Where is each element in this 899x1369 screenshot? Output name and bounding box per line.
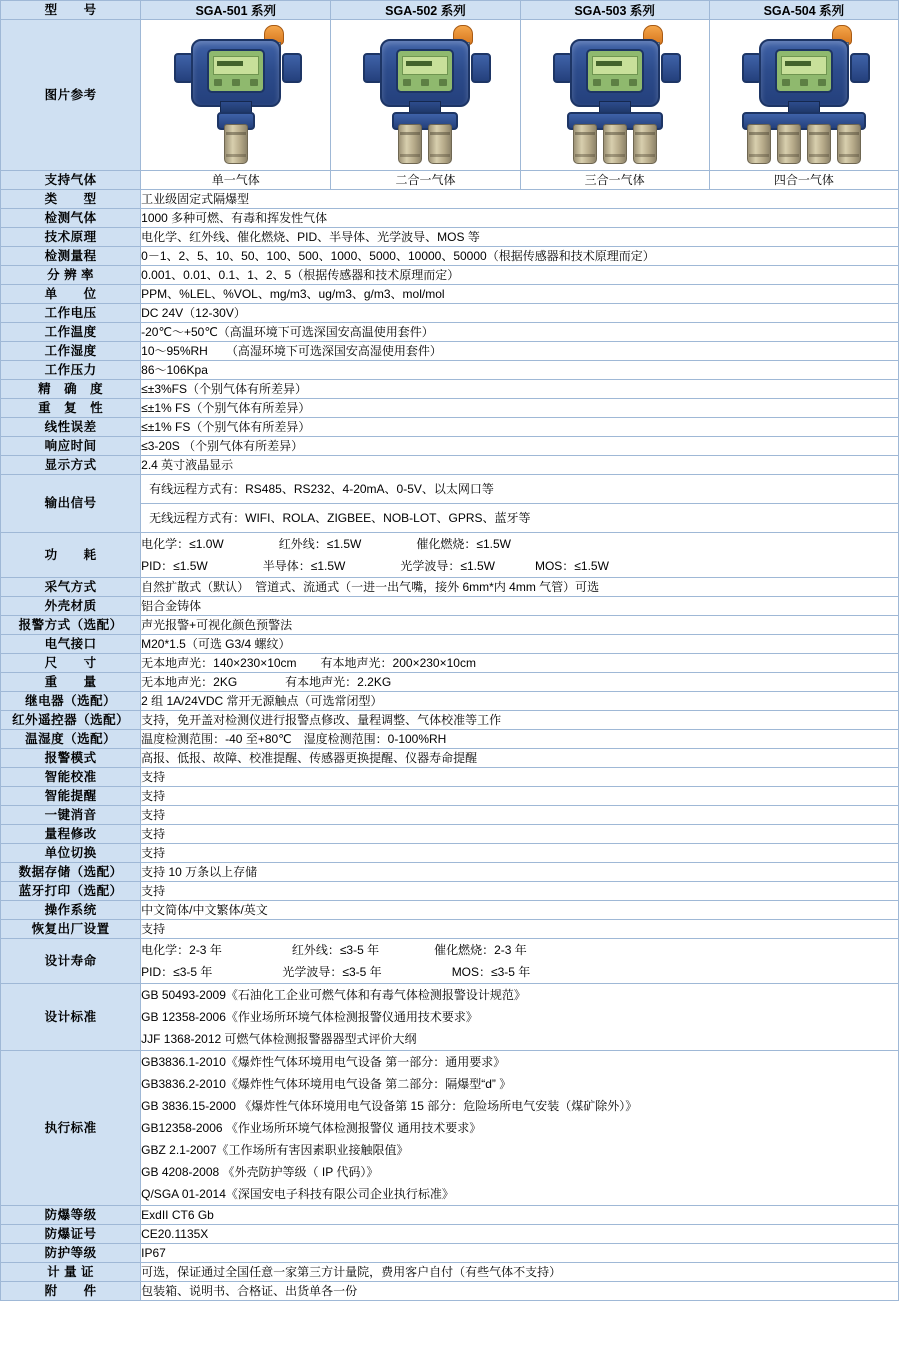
row-label-sampling: 采气方式 <box>1 578 141 597</box>
row-label-resolution: 分 辨 率 <box>1 266 141 285</box>
gas-detector-icon <box>335 23 515 165</box>
row-label-temperature: 工作温度 <box>1 323 141 342</box>
design-standard-item: GB 50493-2009《石油化工企业可燃气体和有毒气体检测报警设计规范》 <box>141 988 526 1002</box>
execution-standard-item: Q/SGA 01-2014《深国安电子科技有限公司企业执行标准》 <box>141 1187 454 1201</box>
gas-detector-icon <box>146 23 326 165</box>
row-label-response-time: 响应时间 <box>1 437 141 456</box>
model-header-3: SGA-503 系列 <box>520 1 709 20</box>
row-value-one-key-mute: 支持 <box>141 806 899 825</box>
row-label-power: 功 耗 <box>1 533 141 578</box>
supported-gas-4: 四合一气体 <box>709 171 898 190</box>
row-value-response-time: ≤3-20S （个别气体有所差异） <box>141 437 899 456</box>
detector-keypad <box>403 79 447 87</box>
power-mos: MOS：≤1.5W <box>534 559 609 573</box>
life-catalytic: 催化燃烧：2-3 年 <box>434 943 527 957</box>
execution-standard-item: GB 3836.15-2000 《爆炸性气体环境用电气设备第 15 部分：危险场所电气安装（煤矿除外）》 <box>141 1099 638 1113</box>
row-label-dimensions: 尺 寸 <box>1 654 141 673</box>
model-header-2: SGA-502 系列 <box>331 1 520 20</box>
detector-face <box>396 49 454 93</box>
row-value-voltage: DC 24V（12-30V） <box>141 304 899 323</box>
row-label-metrology-cert: 计 量 证 <box>1 1263 141 1282</box>
mount-ear-right <box>282 53 302 83</box>
table-row <box>1 673 899 692</box>
table-row <box>1 920 899 939</box>
row-label-weight: 重 量 <box>1 673 141 692</box>
table-row <box>1 882 899 901</box>
detector-face <box>775 49 833 93</box>
row-value-repeatability: ≤±1% FS（个别气体有所差异） <box>141 399 899 418</box>
row-label-factory-reset: 恢复出厂设置 <box>1 920 141 939</box>
execution-standard-item: GB3836.2-2010《爆炸性气体环境用电气设备 第二部分：隔爆型“d” 》 <box>141 1077 512 1091</box>
sensor-probes <box>573 124 657 164</box>
row-value-execution-standards <box>141 1051 899 1206</box>
row-label-range: 检测量程 <box>1 247 141 266</box>
table-row <box>1 456 899 475</box>
row-value-alarm-method: 声光报警+可视化颜色预警法 <box>141 616 899 635</box>
row-label-linearity: 线性误差 <box>1 418 141 437</box>
row-value-humidity: 10～95%RH （高湿环境下可选深国安高湿使用套件） <box>141 342 899 361</box>
table-row <box>1 1244 899 1263</box>
design-standard-item: JJF 1368-2012 可燃气体检测报警器器型式评价大纲 <box>141 1032 417 1046</box>
design-standard-item: GB 12358-2006《作业场所环境气体检测报警仪通用技术要求》 <box>141 1010 478 1024</box>
table-row <box>1 578 899 597</box>
row-label-temp-humidity-option: 温湿度（选配） <box>1 730 141 749</box>
row-value-smart-reminder: 支持 <box>141 787 899 806</box>
row-label-relay: 继电器（选配） <box>1 692 141 711</box>
table-row <box>1 1225 899 1244</box>
row-value-sampling: 自然扩散式（默认） 管道式、流通式（一进一出气嘴，接外 6mm*内 4mm 气管）可选 <box>141 578 899 597</box>
detector-screen <box>592 56 638 75</box>
table-row <box>1 863 899 882</box>
row-value-range: 0－1、2、5、10、50、100、500、1000、5000、10000、50000（根据传感器和技术原理而定） <box>141 247 899 266</box>
table-row <box>1 475 899 533</box>
row-label-technology: 技术原理 <box>1 228 141 247</box>
execution-standard-item: GB12358-2006 《作业场所环境气体检测报警仪 通用技术要求》 <box>141 1121 482 1135</box>
table-row <box>1 171 899 190</box>
life-mos: MOS：≤3-5 年 <box>451 965 531 979</box>
table-row <box>1 711 899 730</box>
row-label-data-storage: 数据存储（选配） <box>1 863 141 882</box>
table-row <box>1 399 899 418</box>
row-label-output-signal: 输出信号 <box>1 475 141 533</box>
life-optical-waveguide: 光学波导：≤3-5 年 <box>282 965 382 979</box>
table-row <box>1 692 899 711</box>
table-row <box>1 1282 899 1301</box>
table-row-model <box>1 1 899 20</box>
table-row <box>1 342 899 361</box>
table-row <box>1 418 899 437</box>
table-row <box>1 730 899 749</box>
detector-keypad <box>782 79 826 87</box>
table-row <box>1 1263 899 1282</box>
detector-body <box>380 39 470 107</box>
row-value-smart-calibration: 支持 <box>141 768 899 787</box>
table-row <box>1 285 899 304</box>
table-row <box>1 266 899 285</box>
row-value-housing: 铝合金铸体 <box>141 597 899 616</box>
row-value-alarm-modes: 高报、低报、故障、校准提醒、传感器更换提醒、仪器寿命提醒 <box>141 749 899 768</box>
row-value-accessories: 包装箱、说明书、合格证、出货单各一份 <box>141 1282 899 1301</box>
execution-standard-item: GB3836.1-2010《爆炸性气体环境用电气设备 第一部分：通用要求》 <box>141 1055 506 1069</box>
life-electrochemical: 电化学：2-3 年 <box>141 943 222 957</box>
execution-standard-item: GBZ 2.1-2007《工作场所有害因素职业接触限值》 <box>141 1143 409 1157</box>
table-row <box>1 533 899 578</box>
row-label-unit: 单 位 <box>1 285 141 304</box>
row-label-electrical-interface: 电气接口 <box>1 635 141 654</box>
table-row <box>1 209 899 228</box>
row-label-range-modify: 量程修改 <box>1 825 141 844</box>
row-value-dimensions: 无本地声光：140×230×10cm 有本地声光：200×230×10cm <box>141 654 899 673</box>
table-row <box>1 1051 899 1206</box>
mount-ear-right <box>471 53 491 83</box>
row-value-linearity: ≤±1% FS（个别气体有所差异） <box>141 418 899 437</box>
row-value-accuracy: ≤±3%FS（个别气体有所差异） <box>141 380 899 399</box>
row-value-output-signal <box>141 475 899 533</box>
power-catalytic: 催化燃烧：≤1.5W <box>416 537 511 551</box>
row-value-power <box>141 533 899 578</box>
gas-detector-icon <box>525 23 705 165</box>
table-row <box>1 825 899 844</box>
table-row <box>1 228 899 247</box>
row-value-relay: 2 组 1A/24VDC 常开无源触点（可选常闭型） <box>141 692 899 711</box>
product-image-2 <box>331 20 520 171</box>
row-label-supported-gas: 支持气体 <box>1 171 141 190</box>
table-row <box>1 190 899 209</box>
detector-face <box>586 49 644 93</box>
row-label-alarm-method: 报警方式（选配） <box>1 616 141 635</box>
row-value-electrical-interface: M20*1.5（可选 G3/4 螺纹） <box>141 635 899 654</box>
row-label-unit-switch: 单位切换 <box>1 844 141 863</box>
detector-keypad <box>214 79 258 87</box>
row-value-temperature: -20℃～+50℃（高温环境下可选深国安高温使用套件） <box>141 323 899 342</box>
row-label-pressure: 工作压力 <box>1 361 141 380</box>
detector-screen <box>213 56 259 75</box>
output-signal-wireless: 无线远程方式有：WIFI、ROLA、ZIGBEE、NOB-LOT、GPRS、蓝牙等 <box>141 503 898 532</box>
row-label-voltage: 工作电压 <box>1 304 141 323</box>
row-label-display: 显示方式 <box>1 456 141 475</box>
row-value-type: 工业级固定式隔爆型 <box>141 190 899 209</box>
row-value-ip-rating: IP67 <box>141 1244 899 1263</box>
row-label-smart-reminder: 智能提醒 <box>1 787 141 806</box>
table-row <box>1 304 899 323</box>
table-row <box>1 1206 899 1225</box>
supported-gas-1: 单一气体 <box>141 171 331 190</box>
table-row <box>1 437 899 456</box>
row-value-temp-humidity-option: 温度检测范围：-40 至+80℃ 湿度检测范围：0-100%RH <box>141 730 899 749</box>
row-value-technology: 电化学、红外线、催化燃烧、PID、半导体、光学波导、MOS 等 <box>141 228 899 247</box>
row-value-unit: PPM、%LEL、%VOL、mg/m3、ug/m3、g/m3、mol/mol <box>141 285 899 304</box>
sensor-probes <box>224 124 248 164</box>
row-label-model: 型 号 <box>1 1 141 20</box>
table-row <box>1 939 899 984</box>
row-label-bluetooth-print: 蓝牙打印（选配） <box>1 882 141 901</box>
row-label-one-key-mute: 一键消音 <box>1 806 141 825</box>
row-label-alarm-modes: 报警模式 <box>1 749 141 768</box>
mount-ear-right <box>850 53 870 83</box>
row-value-design-standards <box>141 984 899 1051</box>
table-row-images <box>1 20 899 171</box>
supported-gas-2: 二合一气体 <box>331 171 520 190</box>
table-row <box>1 616 899 635</box>
row-value-design-life <box>141 939 899 984</box>
table-row <box>1 768 899 787</box>
detector-body <box>191 39 281 107</box>
product-image-4 <box>709 20 898 171</box>
detector-body <box>759 39 849 107</box>
table-row <box>1 806 899 825</box>
power-optical-waveguide: 光学波导：≤1.5W <box>400 559 495 573</box>
row-label-housing: 外壳材质 <box>1 597 141 616</box>
row-value-display: 2.4 英寸液晶显示 <box>141 456 899 475</box>
row-value-detected-gas: 1000 多种可燃、有毒和挥发性气体 <box>141 209 899 228</box>
power-semiconductor: 半导体：≤1.5W <box>262 559 346 573</box>
row-value-unit-switch: 支持 <box>141 844 899 863</box>
row-value-os: 中文简体/中文繁体/英文 <box>141 901 899 920</box>
table-row <box>1 749 899 768</box>
table-row <box>1 984 899 1051</box>
row-label-ir-remote: 红外遥控器（选配） <box>1 711 141 730</box>
detector-face <box>207 49 265 93</box>
sensor-probes <box>747 124 861 164</box>
table-row <box>1 787 899 806</box>
detector-screen <box>781 56 827 75</box>
row-value-data-storage: 支持 10 万条以上存储 <box>141 863 899 882</box>
table-row <box>1 247 899 266</box>
table-row <box>1 380 899 399</box>
row-value-weight: 无本地声光：2KG 有本地声光：2.2KG <box>141 673 899 692</box>
row-value-ex-rating: ExdII CT6 Gb <box>141 1206 899 1225</box>
table-row <box>1 844 899 863</box>
power-pid: PID：≤1.5W <box>141 559 208 573</box>
row-label-detected-gas: 检测气体 <box>1 209 141 228</box>
sensor-probes <box>398 124 452 164</box>
product-image-1 <box>141 20 331 171</box>
power-electrochemical: 电化学：≤1.0W <box>141 537 224 551</box>
row-label-accuracy: 精 确 度 <box>1 380 141 399</box>
row-value-factory-reset: 支持 <box>141 920 899 939</box>
life-pid: PID：≤3-5 年 <box>141 965 213 979</box>
supported-gas-3: 三合一气体 <box>520 171 709 190</box>
row-value-bluetooth-print: 支持 <box>141 882 899 901</box>
row-label-ex-rating: 防爆等级 <box>1 1206 141 1225</box>
row-label-design-standards: 设计标准 <box>1 984 141 1051</box>
gas-detector-icon <box>714 23 894 165</box>
row-label-ip-rating: 防护等级 <box>1 1244 141 1263</box>
table-row <box>1 361 899 380</box>
row-label-type: 类 型 <box>1 190 141 209</box>
row-value-metrology-cert: 可选，保证通过全国任意一家第三方计量院，费用客户自付（有些气体不支持） <box>141 1263 899 1282</box>
row-label-ex-certificate: 防爆证号 <box>1 1225 141 1244</box>
row-value-range-modify: 支持 <box>141 825 899 844</box>
row-value-resolution: 0.001、0.01、0.1、1、2、5（根据传感器和技术原理而定） <box>141 266 899 285</box>
row-label-image-reference: 图片参考 <box>1 20 141 171</box>
row-label-os: 操作系统 <box>1 901 141 920</box>
product-image-3 <box>520 20 709 171</box>
row-value-pressure: 86～106Kpa <box>141 361 899 380</box>
row-label-repeatability: 重 复 性 <box>1 399 141 418</box>
row-label-smart-calibration: 智能校准 <box>1 768 141 787</box>
detector-body <box>570 39 660 107</box>
execution-standard-item: GB 4208-2008 《外壳防护等级（ IP 代码）》 <box>141 1165 379 1179</box>
output-signal-wired: 有线远程方式有：RS485、RS232、4-20mA、0-5V、以太网口等 <box>149 482 494 496</box>
row-label-humidity: 工作湿度 <box>1 342 141 361</box>
row-label-accessories: 附 件 <box>1 1282 141 1301</box>
life-infrared: 红外线：≤3-5 年 <box>291 943 380 957</box>
row-label-design-life: 设计寿命 <box>1 939 141 984</box>
row-label-execution-standards: 执行标准 <box>1 1051 141 1206</box>
table-row <box>1 597 899 616</box>
model-header-1: SGA-501 系列 <box>141 1 331 20</box>
table-row <box>1 323 899 342</box>
row-value-ir-remote: 支持，免开盖对检测仪进行报警点修改、量程调整、气体校准等工作 <box>141 711 899 730</box>
mount-ear-right <box>661 53 681 83</box>
table-row <box>1 635 899 654</box>
row-value-ex-certificate: CE20.1135X <box>141 1225 899 1244</box>
detector-screen <box>402 56 448 75</box>
table-row <box>1 654 899 673</box>
power-infrared: 红外线：≤1.5W <box>278 537 362 551</box>
detector-keypad <box>593 79 637 87</box>
model-header-4: SGA-504 系列 <box>709 1 898 20</box>
table-row <box>1 901 899 920</box>
